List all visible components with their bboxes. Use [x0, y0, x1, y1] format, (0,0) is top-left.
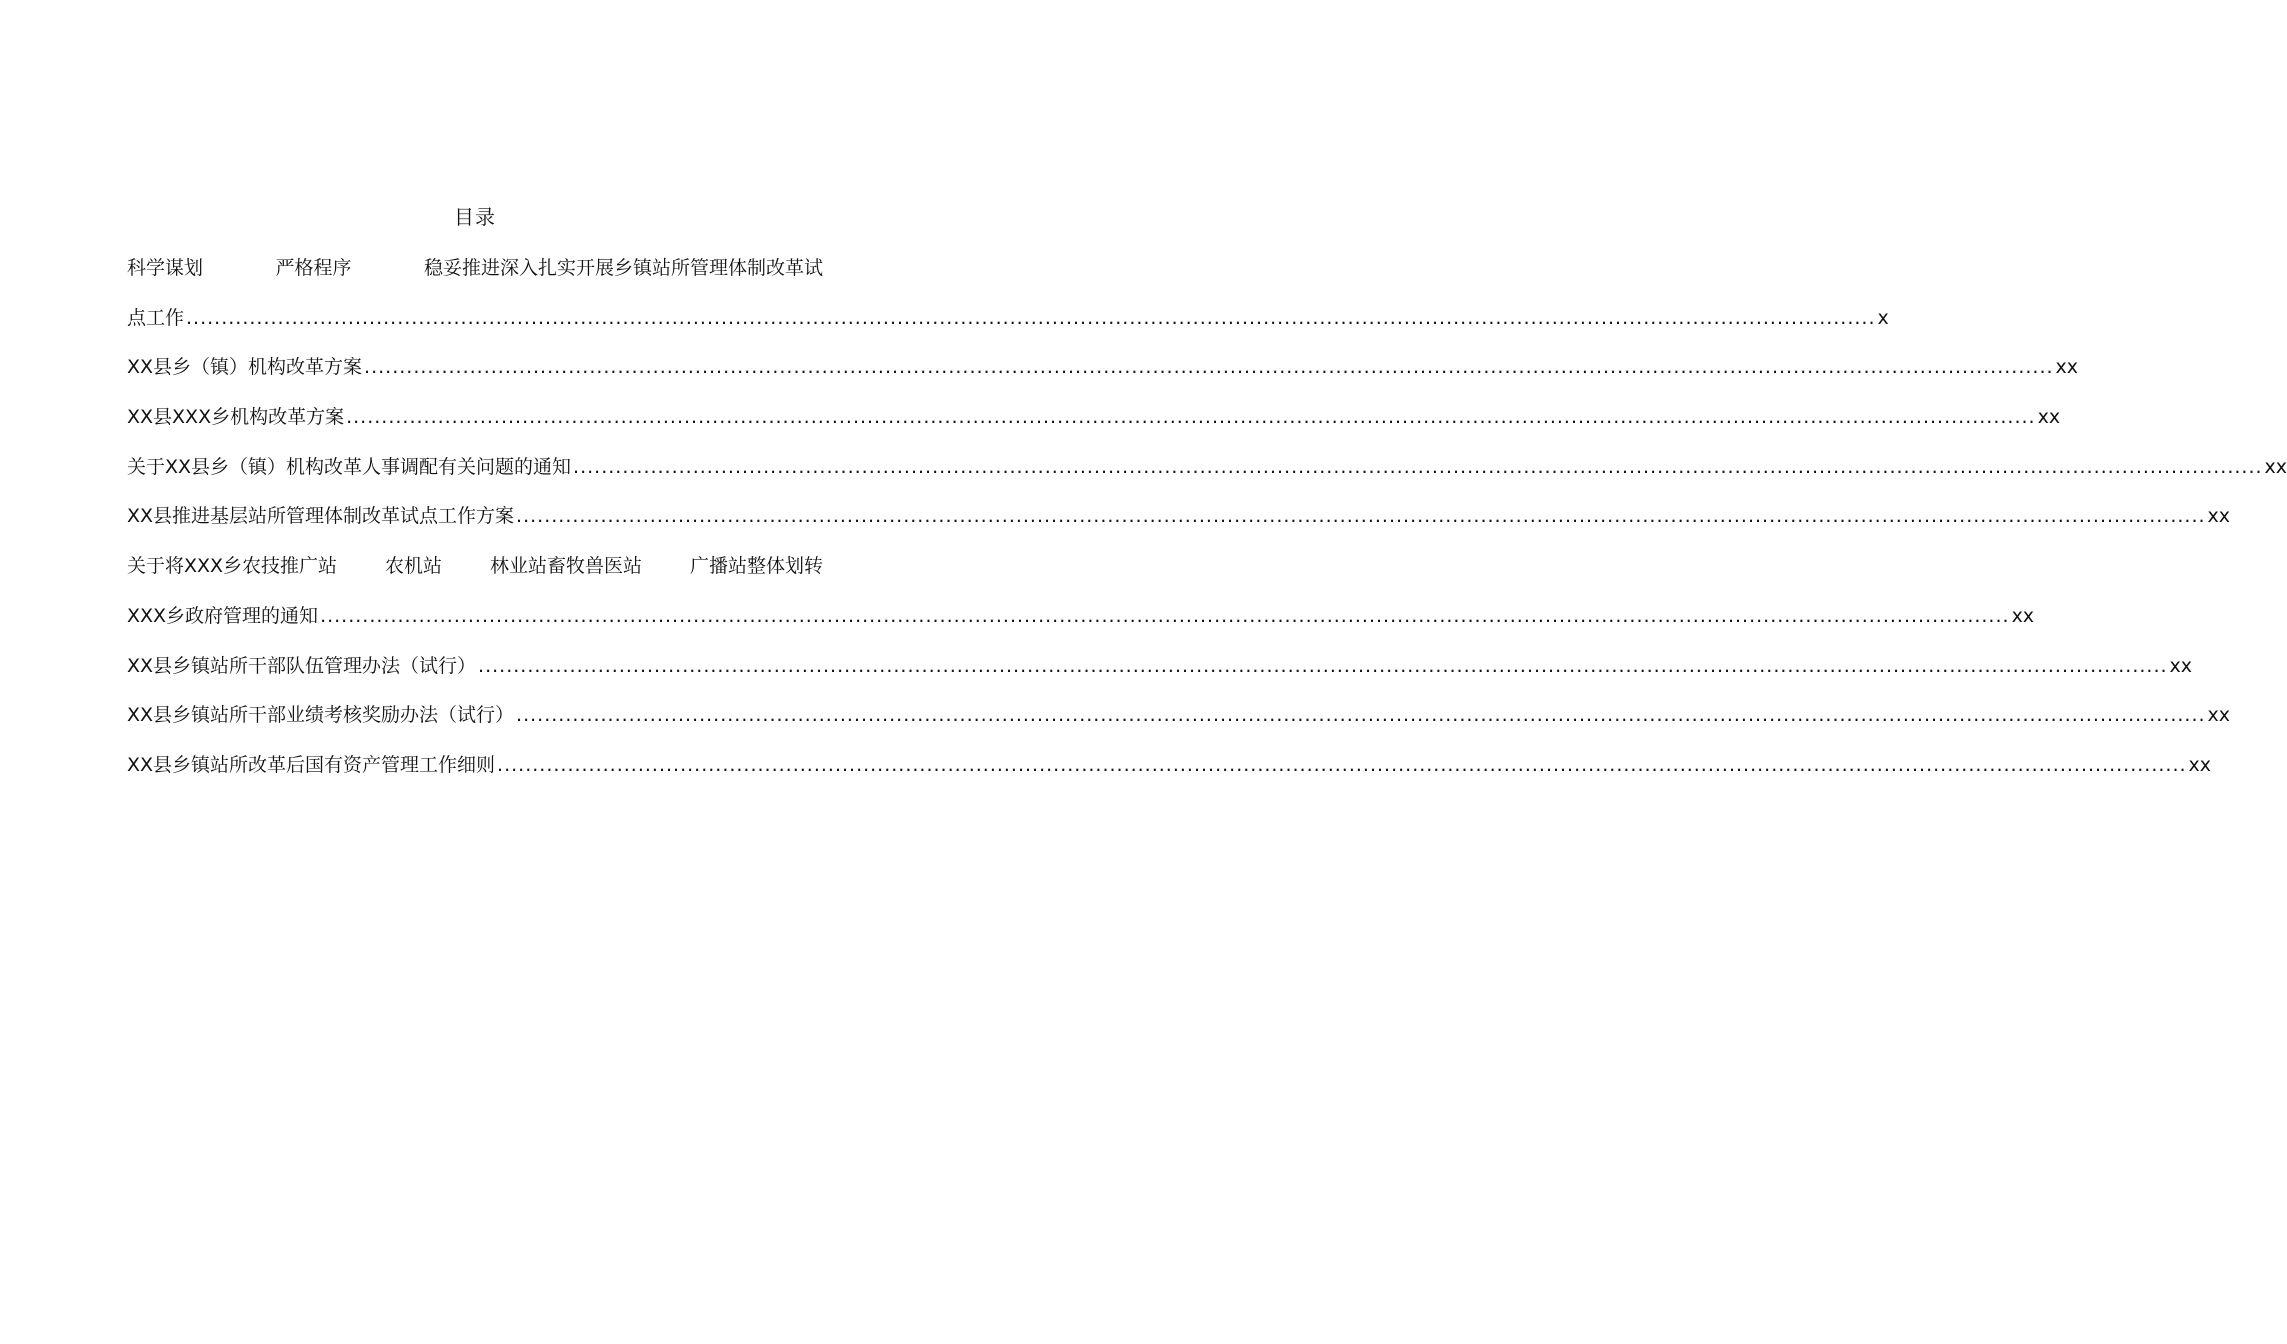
toc-page-number: xx [2188, 753, 2212, 776]
toc-entry-text: 稳妥推进深入扎实开展乡镇站所管理体制改革试 [423, 257, 823, 279]
toc-entry-text: XX县乡镇站所干部业绩考核奖励办法（试行） [127, 704, 515, 727]
toc-list [127, 244, 2287, 791]
toc-entry-line[interactable] [127, 642, 2193, 692]
dot-leader: ................................................................................................................................................................................................................................................ [320, 604, 2010, 627]
toc-entry-line[interactable] [127, 542, 823, 592]
toc-entry-line[interactable] [127, 393, 2061, 443]
toc-entry-text: 林业站畜牧兽医站 [489, 555, 642, 578]
toc-entry-text: 严格程序 [275, 257, 352, 279]
toc-entry-text: XXX乡政府管理的通知 [127, 604, 319, 627]
toc-entry-text: XX县乡镇站所干部队伍管理办法（试行） [127, 654, 477, 677]
dot-leader: ................................................................................................................................................................................................................................................ [364, 356, 2054, 379]
toc-entry-text: 广播站整体划转 [689, 555, 823, 578]
toc-entry-text: XX县乡（镇）机构改革方案 [127, 356, 363, 379]
toc-page-number: xx [2055, 356, 2079, 379]
toc-page-number: xx [2207, 505, 2231, 528]
toc-entry-text: 点工作 [127, 306, 185, 329]
dot-leader: ................................................................................................................................................................................................................................................ [478, 654, 2168, 677]
toc-entry-text: XX县乡镇站所改革后国有资产管理工作细则 [127, 753, 496, 776]
dot-leader: ................................................................................................................................................................................................................................................ [186, 306, 1876, 329]
toc-entry-text: 科学谋划 [127, 257, 204, 279]
toc-page-number: xx [2169, 654, 2193, 677]
dot-leader: ................................................................................................................................................................................................................................................ [516, 505, 2206, 528]
toc-entry-text: 关于将XXX乡农技推广站 [127, 555, 338, 578]
toc-entry-text: XX县XXX乡机构改革方案 [127, 406, 345, 429]
dot-leader: ................................................................................................................................................................................................................................................ [497, 753, 2187, 776]
toc-entry-line[interactable] [127, 592, 2035, 642]
toc-entry-line[interactable] [127, 244, 823, 294]
toc-entry-text: 农机站 [385, 555, 443, 578]
toc-entry-line[interactable] [127, 443, 2287, 493]
toc-entry-line[interactable] [127, 343, 2079, 393]
toc-entry-line[interactable] [127, 741, 2212, 791]
dot-leader: ................................................................................................................................................................................................................................................ [346, 406, 2036, 429]
toc-entry-text: 关于XX县乡（镇）机构改革人事调配有关问题的通知 [127, 455, 572, 478]
toc-page-number: x [1877, 306, 1889, 329]
toc-page-number: xx [2011, 604, 2035, 627]
toc-page-number: xx [2264, 455, 2287, 478]
toc-entry-line[interactable] [127, 294, 1889, 344]
dot-leader: ................................................................................................................................................................................................................................................ [573, 455, 2263, 478]
dot-leader: ................................................................................................................................................................................................................................................ [516, 704, 2206, 727]
toc-entry-text: XX县推进基层站所管理体制改革试点工作方案 [127, 505, 515, 528]
toc-title: 目录 [454, 205, 496, 229]
toc-page-number: xx [2207, 704, 2231, 727]
toc-page-number: xx [2037, 406, 2061, 429]
toc-entry-line[interactable] [127, 691, 2231, 741]
toc-entry-line[interactable] [127, 492, 2231, 542]
